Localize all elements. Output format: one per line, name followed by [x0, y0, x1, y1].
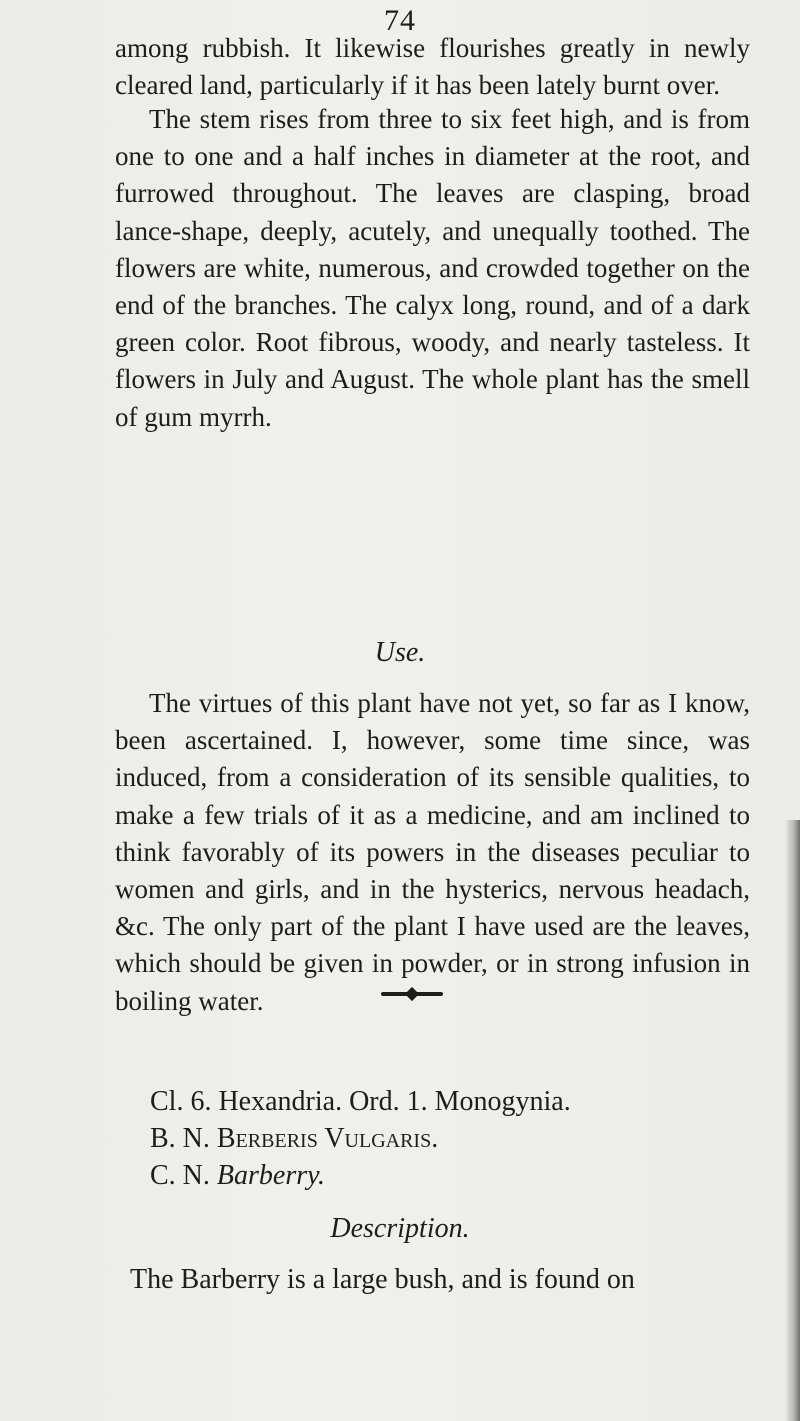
paragraph-description — [115, 101, 750, 436]
paragraph-text: among rubbish. It likewise flourishes greatly in newly cleared land, particularly if it has been lately burnt over. — [115, 33, 750, 101]
paragraph-habitat — [115, 30, 750, 104]
page-number: 74 — [384, 4, 416, 37]
page-edge-shadow — [786, 820, 800, 1421]
botanical-name-prefix: B. N. — [150, 1123, 210, 1154]
common-name-prefix: C. N. — [150, 1160, 210, 1191]
description-first-line: The Barberry is a large bush, and is found on — [130, 1264, 635, 1295]
botanical-name: Berberis Vulgaris. — [216, 1123, 439, 1154]
section-title-description: Description. — [330, 1213, 470, 1244]
paragraph-use — [115, 685, 750, 1020]
common-name: Barberry. — [216, 1160, 326, 1191]
common-name-line — [150, 1157, 571, 1194]
classification-block — [150, 1083, 571, 1194]
ornamental-divider — [381, 992, 443, 996]
section-title-use: Use. — [374, 637, 426, 668]
botanical-name-line — [150, 1120, 571, 1157]
paragraph-text: The virtues of this plant have not yet, so far as I know, been ascertained. I, however, some time since, was induced, from a consideration of its sensible qualities, to make a few trials of it as a medicine, and am inclined to think favorably of its powers in the diseases peculiar to women and girls, and in the hysterics, nervous headach, &c. The only part of the plant I have used are the leaves, which should be given in powder, or in strong infusion in boiling water. — [115, 688, 750, 1016]
paragraph-text: The stem rises from three to six feet high, and is from one to one and a half inches in diameter at the root, and furrowed throughout. The leaves are clasping, broad lance-shape, deeply, acutely, and unequally toothed. The flowers are white, numerous, and crowded together on the end of the branches. The calyx long, round, and of a dark green color. Root fibrous, woody, and nearly tasteless. It flowers in July and August. The whole plant has the smell of gum myrrh. — [115, 104, 750, 432]
classification-line: Cl. 6. Hexandria. Ord. 1. Monogynia. — [150, 1086, 571, 1117]
